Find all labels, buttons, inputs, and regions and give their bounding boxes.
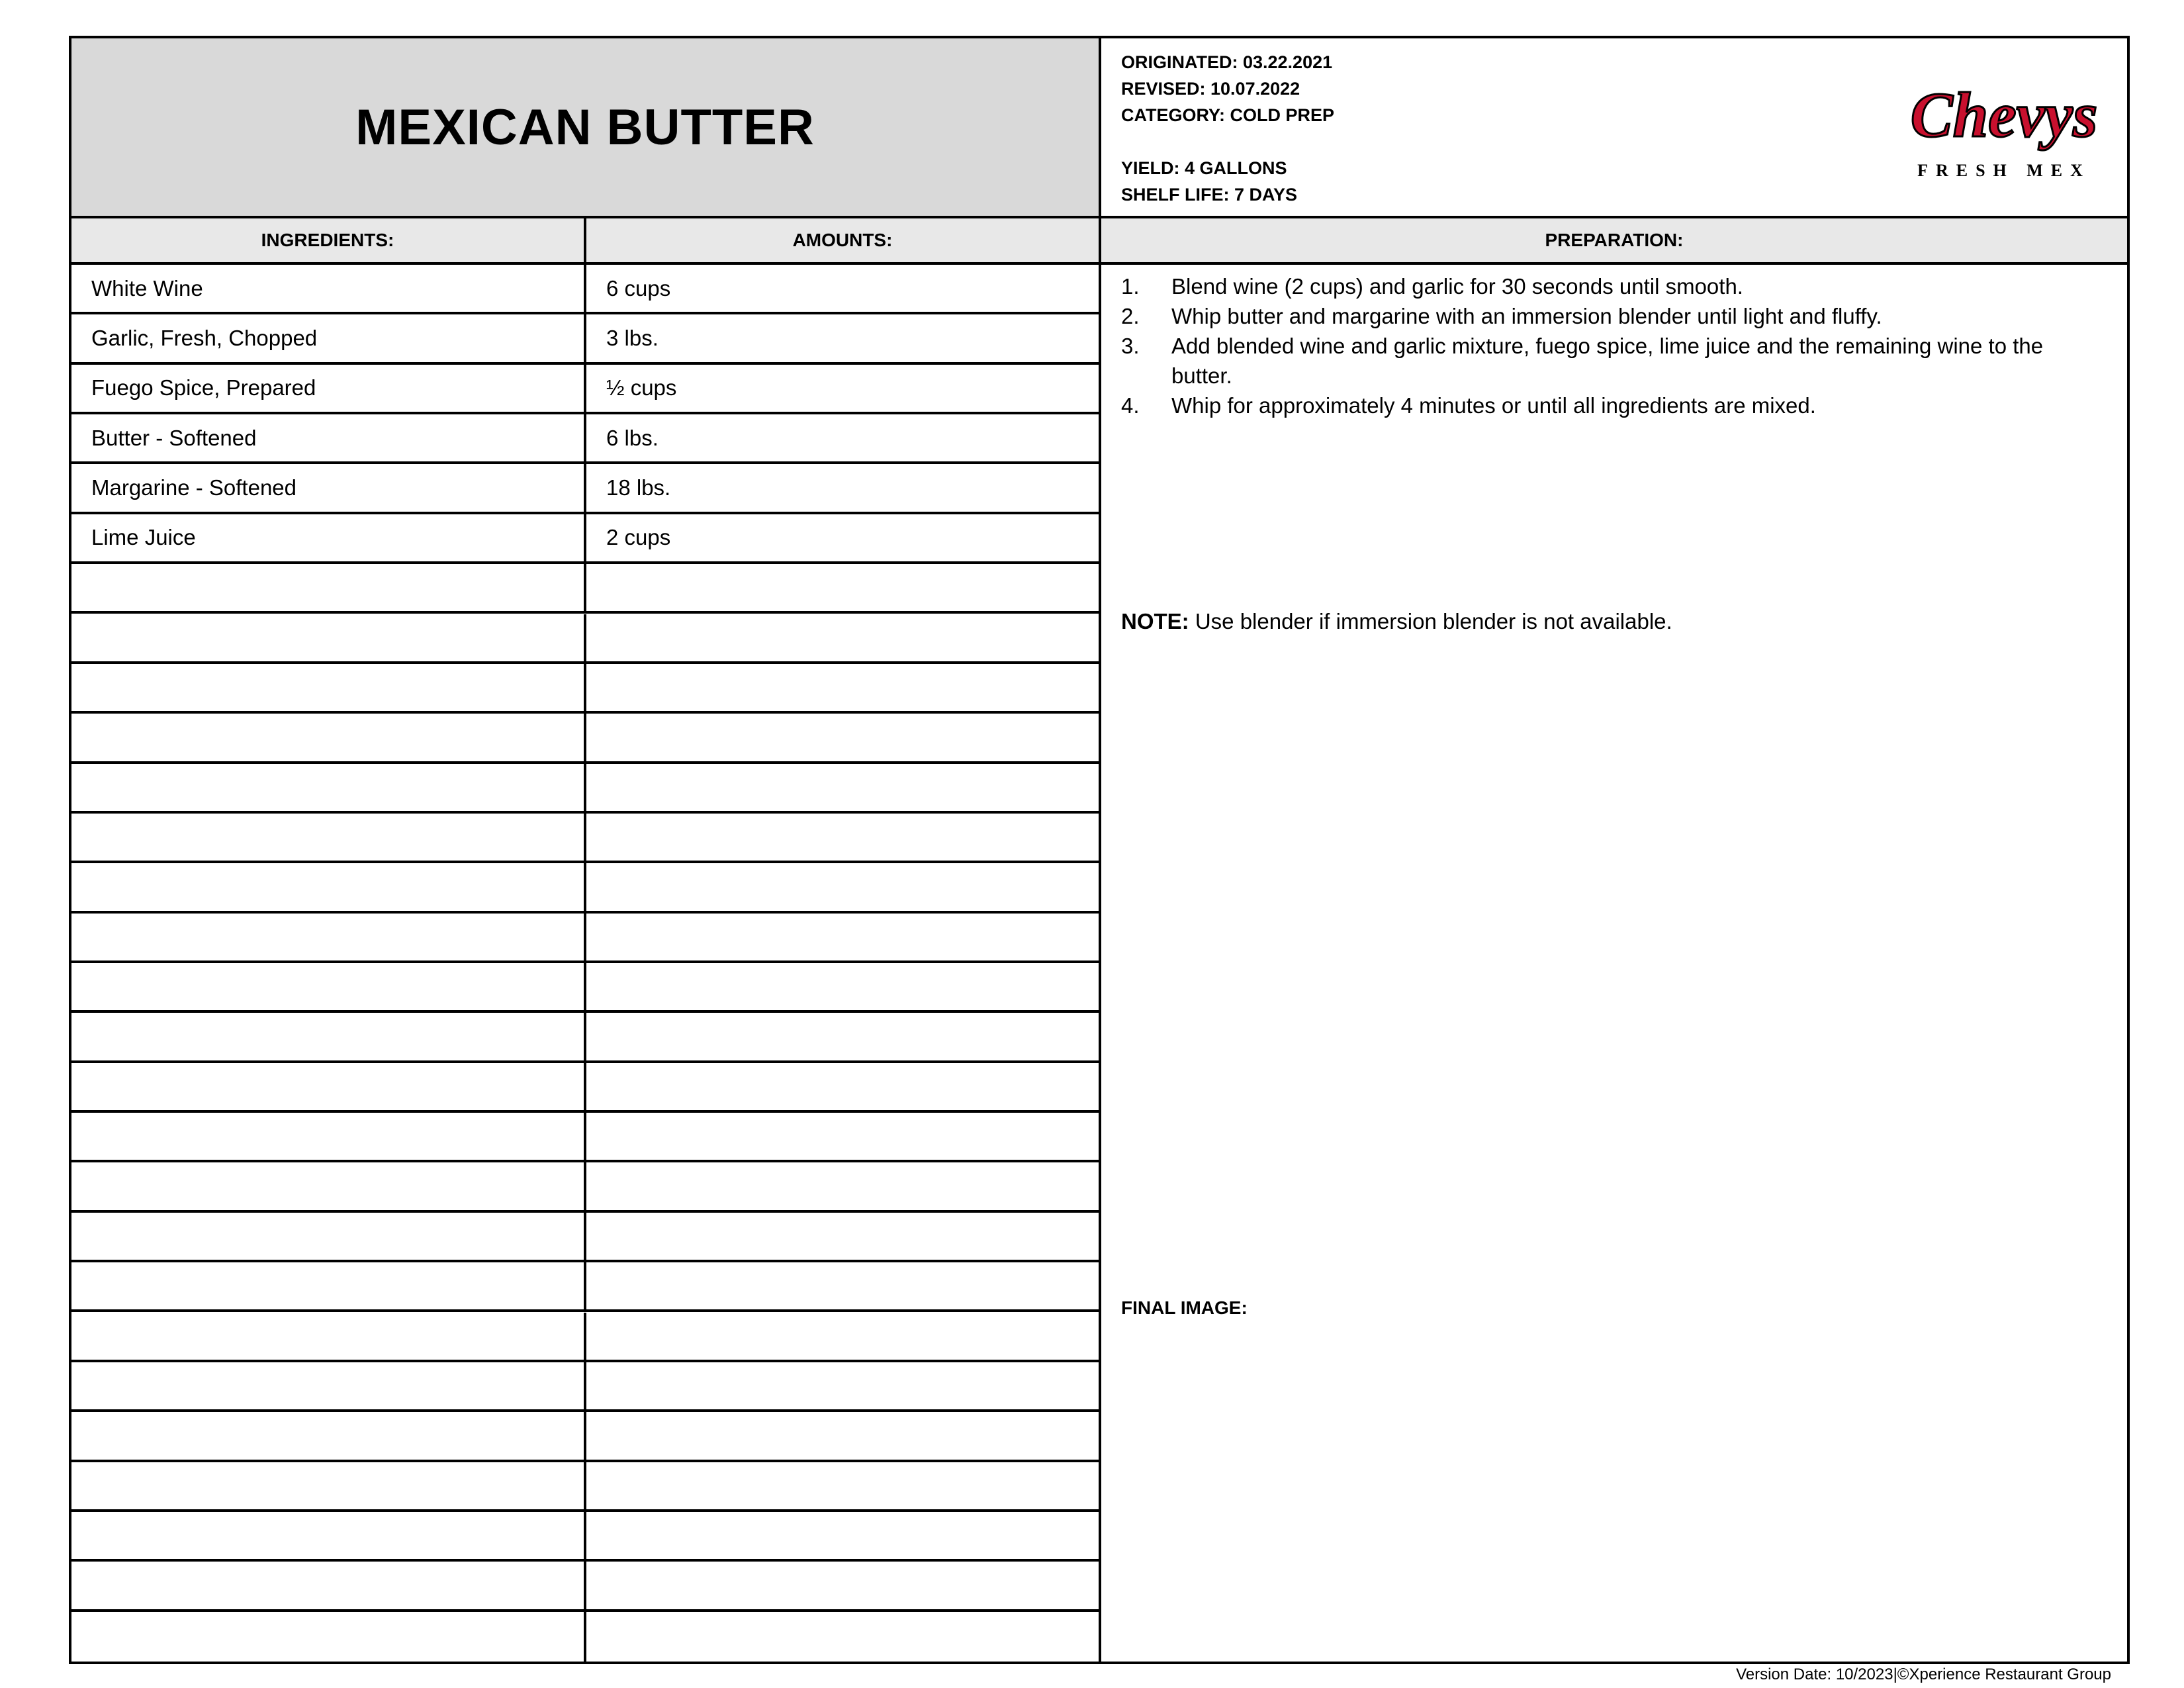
preparation-step	[1121, 271, 2094, 301]
table-row	[71, 564, 1099, 614]
ingredient-name: Butter - Softened	[71, 414, 586, 461]
note-text: Use blender if immersion blender is not available.	[1189, 609, 1672, 633]
step-number: 2.	[1121, 304, 1140, 328]
ingredient-name	[71, 963, 586, 1010]
ingredient-amount	[586, 614, 1099, 661]
ingredient-name	[71, 764, 586, 811]
ingredient-amount	[586, 814, 1099, 861]
recipe-card	[69, 36, 2130, 1664]
preparation-step	[1121, 391, 2094, 420]
ingredient-name	[71, 1063, 586, 1110]
ingredient-amount	[586, 963, 1099, 1010]
ingredient-amount	[586, 863, 1099, 910]
ingredient-name	[71, 1562, 586, 1609]
preparation-steps	[1121, 271, 2094, 420]
table-row	[71, 714, 1099, 763]
ingredient-name	[71, 1162, 586, 1209]
step-number: 3.	[1121, 334, 1140, 358]
ingredient-amount	[586, 1063, 1099, 1110]
table-row	[71, 764, 1099, 814]
table-row	[71, 814, 1099, 863]
amounts-header: AMOUNTS:	[586, 218, 1101, 262]
yield: YIELD: 4 GALLONS	[1121, 158, 1287, 178]
ingredient-name	[71, 1362, 586, 1409]
ingredient-name	[71, 1313, 586, 1360]
table-row	[71, 863, 1099, 913]
step-text: Blend wine (2 cups) and garlic for 30 seconds until smooth.	[1171, 274, 1743, 299]
ingredient-name	[71, 814, 586, 861]
ingredient-name	[71, 1512, 586, 1559]
logo-tagline: FRESH MEX	[1917, 161, 2091, 180]
table-row	[71, 365, 1099, 414]
table-row	[71, 1512, 1099, 1562]
meta-cell	[1101, 38, 2127, 218]
ingredient-amount: 2 cups	[606, 525, 671, 550]
table-row	[71, 265, 1099, 314]
ingredient-name	[71, 714, 586, 761]
table-row	[71, 914, 1099, 963]
footer-version: Version Date: 10/2023|©Xperience Restaurant Group	[1736, 1665, 2111, 1683]
logo-brand-text: Chevys	[1910, 79, 2098, 150]
table-row	[71, 514, 1099, 564]
step-number: 1.	[1121, 274, 1140, 299]
table-row	[71, 1213, 1099, 1262]
ingredient-amount	[586, 764, 1099, 811]
table-row	[71, 1313, 1099, 1362]
title-cell	[71, 38, 1101, 218]
page-title: MEXICAN BUTTER	[355, 99, 815, 156]
logo-graphic	[1905, 64, 2103, 196]
ingredient-amount	[586, 1162, 1099, 1209]
ingredient-amount	[586, 1213, 1099, 1260]
note	[1121, 609, 1672, 634]
chevys-logo	[1905, 64, 2103, 196]
table-row	[71, 963, 1099, 1013]
originated-date: ORIGINATED: 03.22.2021	[1121, 52, 1333, 72]
ingredient-amount	[586, 1362, 1099, 1409]
ingredient-amount	[586, 1612, 1099, 1662]
table-row	[71, 1562, 1099, 1611]
ingredient-name	[71, 664, 586, 711]
category: CATEGORY: COLD PREP	[1121, 105, 1335, 125]
preparation-section	[1101, 265, 2127, 1662]
table-row	[71, 1013, 1099, 1062]
preparation-step	[1121, 301, 2094, 331]
ingredient-name	[71, 1113, 586, 1160]
ingredient-amount: 18 lbs.	[606, 475, 671, 500]
ingredient-name	[71, 1262, 586, 1309]
ingredient-name	[71, 614, 586, 661]
table-row	[71, 1063, 1099, 1113]
ingredient-amount	[586, 1512, 1099, 1559]
ingredient-amount	[586, 1462, 1099, 1509]
table-row	[71, 614, 1099, 664]
table-row	[71, 1612, 1099, 1662]
ingredient-amount: 6 cups	[606, 275, 671, 301]
preparation-step	[1121, 331, 2094, 391]
ingredient-amount	[586, 564, 1099, 611]
ingredient-amount	[586, 1313, 1099, 1360]
table-row	[71, 1412, 1099, 1462]
recipe-meta	[1121, 49, 1334, 208]
table-row	[71, 314, 1099, 364]
revised-date: REVISED: 10.07.2022	[1121, 79, 1300, 99]
ingredient-amount	[586, 664, 1099, 711]
table-row	[71, 464, 1099, 514]
note-label: NOTE:	[1121, 609, 1189, 633]
ingredient-name	[71, 1462, 586, 1509]
table-row	[71, 414, 1099, 464]
ingredient-amount	[586, 1412, 1099, 1459]
ingredient-name: Lime Juice	[71, 514, 586, 561]
table-row	[71, 1162, 1099, 1212]
ingredient-amount	[586, 1013, 1099, 1060]
shelf-life: SHELF LIFE: 7 DAYS	[1121, 185, 1298, 205]
column-header-row	[71, 218, 2127, 265]
ingredient-name	[71, 863, 586, 910]
ingredients-table	[71, 265, 1101, 1662]
ingredient-name	[71, 914, 586, 961]
step-text: Add blended wine and garlic mixture, fuego spice, lime juice and the remaining wine to the butter.	[1171, 334, 2044, 388]
ingredient-amount: 6 lbs.	[606, 425, 659, 450]
table-row	[71, 1262, 1099, 1312]
ingredient-name: Fuego Spice, Prepared	[71, 365, 586, 412]
ingredient-name	[71, 564, 586, 611]
ingredient-amount	[586, 1562, 1099, 1609]
ingredient-amount	[586, 914, 1099, 961]
final-image-label: FINAL IMAGE:	[1121, 1297, 1248, 1318]
step-number: 4.	[1121, 393, 1140, 418]
ingredient-name	[71, 1612, 586, 1662]
ingredient-amount: ½ cups	[606, 375, 677, 400]
ingredient-amount	[586, 1262, 1099, 1309]
table-row	[71, 1113, 1099, 1162]
ingredients-header: INGREDIENTS:	[71, 218, 586, 262]
ingredient-amount	[586, 714, 1099, 761]
ingredient-name: Garlic, Fresh, Chopped	[71, 314, 586, 361]
step-text: Whip for approximately 4 minutes or until all ingredients are mixed.	[1171, 393, 1816, 418]
step-text: Whip butter and margarine with an immersion blender until light and fluffy.	[1171, 304, 1882, 328]
ingredient-name	[71, 1013, 586, 1060]
table-row	[71, 664, 1099, 714]
ingredient-amount: 3 lbs.	[606, 326, 659, 351]
ingredient-name	[71, 1412, 586, 1459]
ingredient-name: White Wine	[71, 265, 586, 312]
ingredient-name: Margarine - Softened	[71, 464, 586, 511]
table-row	[71, 1462, 1099, 1512]
ingredient-amount	[586, 1113, 1099, 1160]
ingredient-name	[71, 1213, 586, 1260]
table-row	[71, 1362, 1099, 1412]
preparation-header: PREPARATION:	[1545, 230, 1684, 250]
